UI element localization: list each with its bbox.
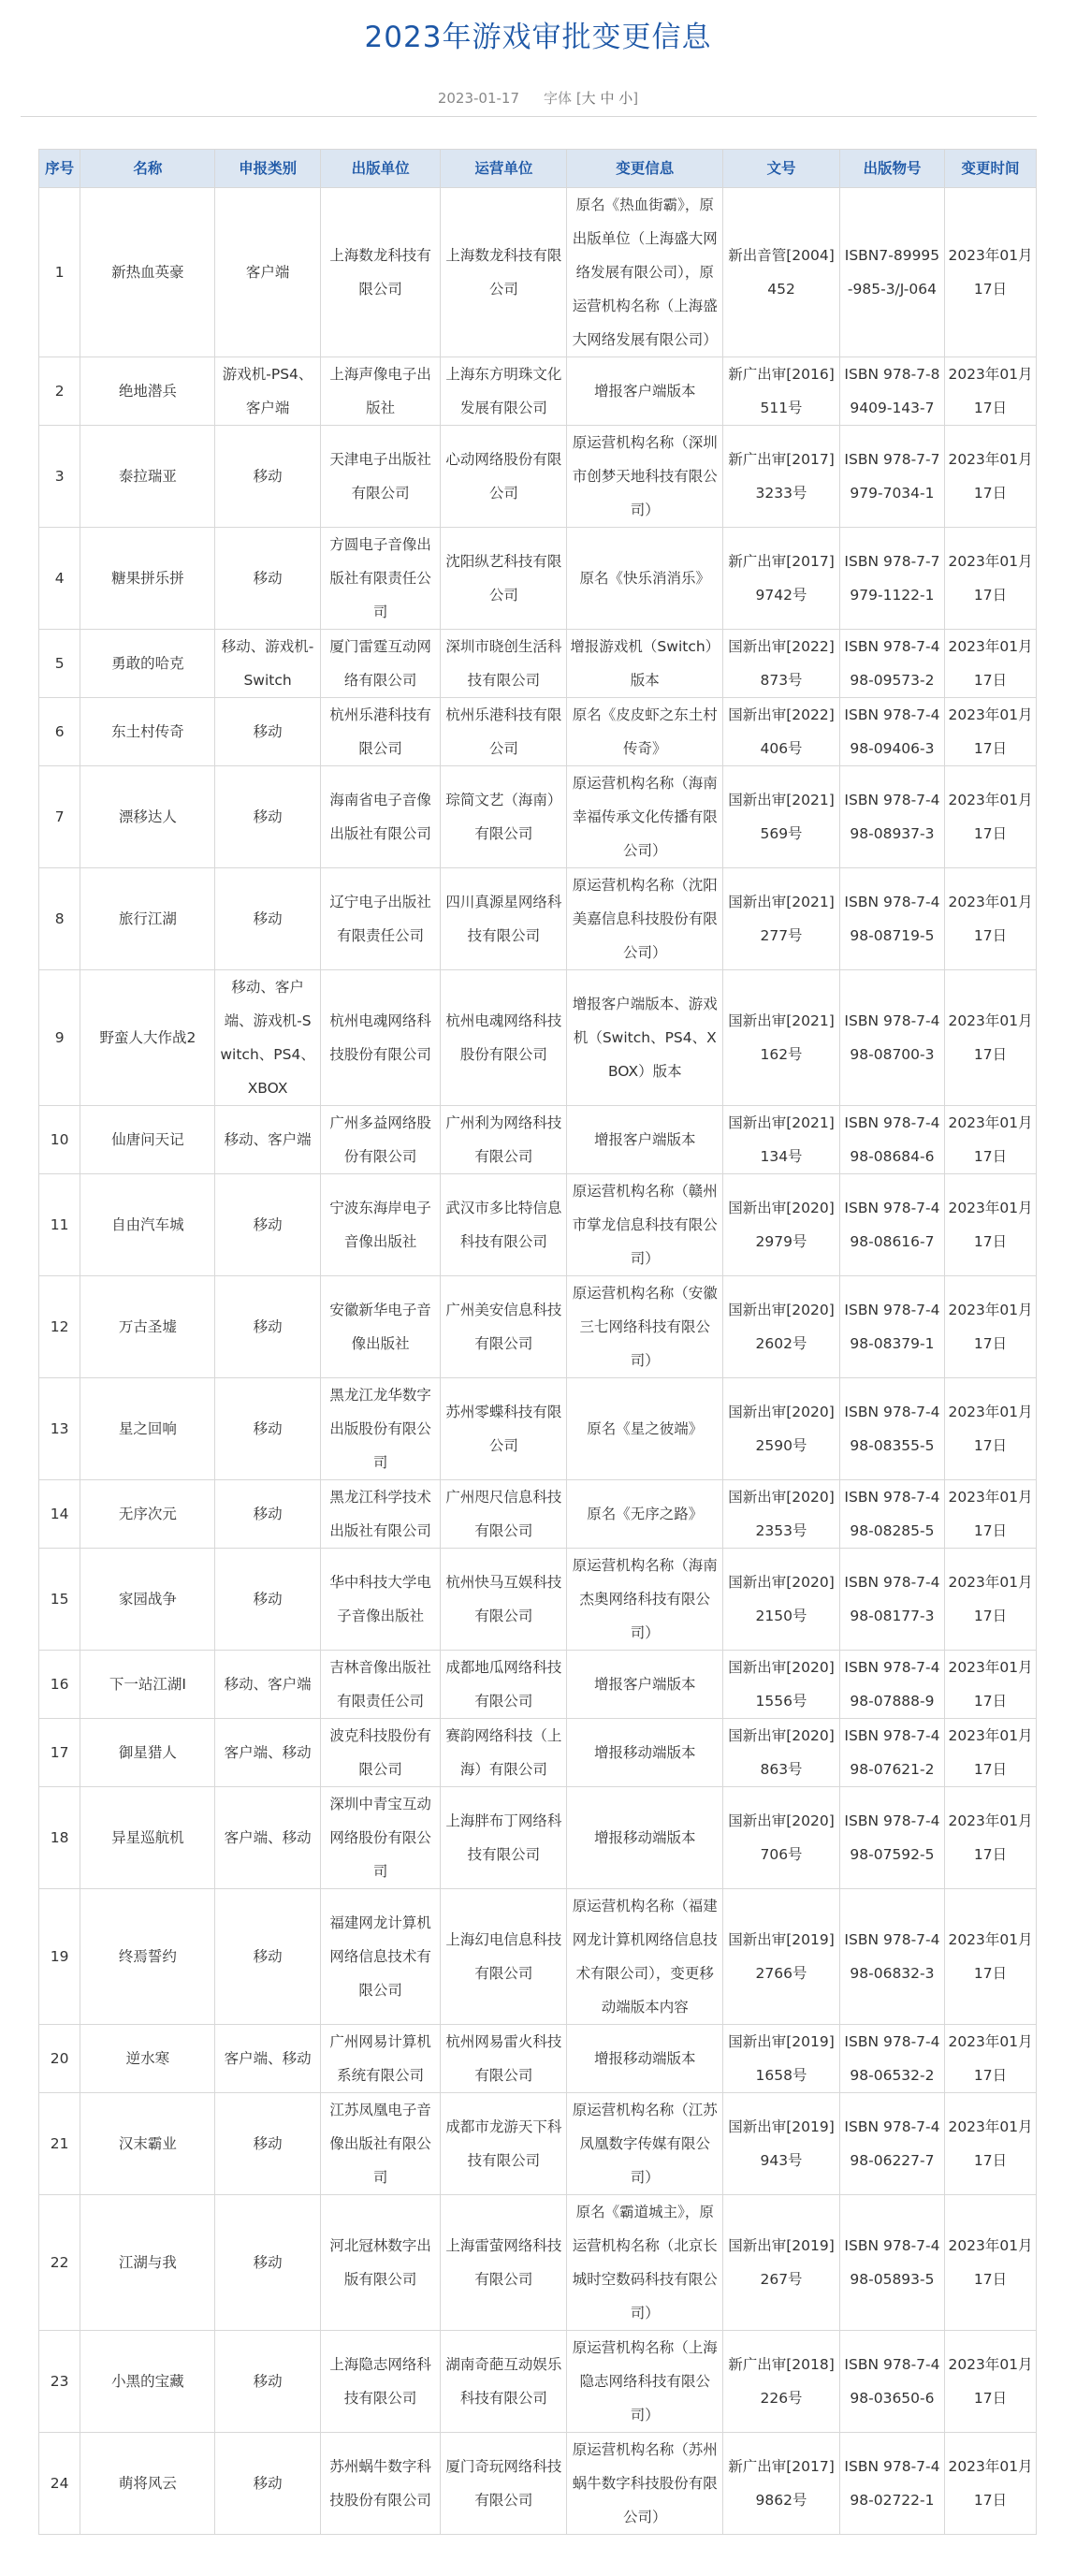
- table-cell: 原运营机构名称（海南幸福传承文化传播有限公司）: [567, 766, 723, 868]
- table-cell: 河北冠林数字出版有限公司: [320, 2195, 441, 2331]
- table-cell: 沈阳纵艺科技有限公司: [441, 528, 567, 630]
- table-cell: 2023年01月17日: [945, 426, 1037, 528]
- table-cell: 增报游戏机（Switch）版本: [567, 630, 723, 698]
- table-row: [39, 970, 1037, 1106]
- table-cell: 客户端、移动: [215, 1787, 320, 1889]
- table-cell: 华中科技大学电子音像出版社: [320, 1549, 441, 1651]
- table-cell: 10: [39, 1106, 80, 1174]
- table-cell: 广州美安信息科技有限公司: [441, 1276, 567, 1378]
- column-header: 文号: [723, 150, 840, 188]
- table-cell: 2023年01月17日: [945, 1276, 1037, 1378]
- table-cell: 厦门奇玩网络科技有限公司: [441, 2433, 567, 2535]
- table-cell: 国新出审[2020]706号: [723, 1787, 840, 1889]
- column-header: 出版单位: [320, 150, 441, 188]
- table-row: [39, 1719, 1037, 1787]
- table-cell: ISBN 978-7-498-08285-5: [839, 1480, 944, 1549]
- table-cell: 上海幻电信息科技有限公司: [441, 1889, 567, 2025]
- table-cell: 24: [39, 2433, 80, 2535]
- table-cell: 2023年01月17日: [945, 1174, 1037, 1276]
- table-cell: 江苏凤凰电子音像出版社有限公司: [320, 2093, 441, 2195]
- table-cell: 方圆电子音像出版社有限责任公司: [320, 528, 441, 630]
- column-header: 变更信息: [567, 150, 723, 188]
- table-cell: 增报移动端版本: [567, 1787, 723, 1889]
- table-row: [39, 357, 1037, 426]
- table-cell: 国新出审[2020]2979号: [723, 1174, 840, 1276]
- table-cell: ISBN 978-7-498-06227-7: [839, 2093, 944, 2195]
- table-cell: 萌将风云: [80, 2433, 215, 2535]
- table-cell: 终焉誓约: [80, 1889, 215, 2025]
- table-row: [39, 868, 1037, 970]
- table-row: [39, 2093, 1037, 2195]
- table-cell: 2023年01月17日: [945, 970, 1037, 1106]
- table-cell: ISBN 978-7-498-08177-3: [839, 1549, 944, 1651]
- table-cell: ISBN 978-7-498-09406-3: [839, 698, 944, 766]
- table-cell: 国新出审[2021]277号: [723, 868, 840, 970]
- font-size-large-button[interactable]: 大: [581, 90, 596, 107]
- table-cell: 下一站江湖Ⅰ: [80, 1651, 215, 1719]
- column-header: 出版物号: [839, 150, 944, 188]
- article-meta: 2023-01-17 字体 [大 中 小]: [437, 90, 639, 107]
- table-cell: 18: [39, 1787, 80, 1889]
- table-cell: 上海胖布丁网络科技有限公司: [441, 1787, 567, 1889]
- table-cell: 武汉市多比特信息科技有限公司: [441, 1174, 567, 1276]
- table-row: [39, 2331, 1037, 2433]
- table-cell: 2023年01月17日: [945, 1787, 1037, 1889]
- table-cell: 杭州网易雷火科技有限公司: [441, 2025, 567, 2093]
- column-header: 名称: [80, 150, 215, 188]
- table-cell: 新广出审[2017]9742号: [723, 528, 840, 630]
- table-row: [39, 1787, 1037, 1889]
- table-cell: 国新出审[2021]162号: [723, 970, 840, 1106]
- table-cell: 苏州零蝶科技有限公司: [441, 1378, 567, 1480]
- table-cell: 原运营机构名称（苏州蜗牛数字科技股份有限公司）: [567, 2433, 723, 2535]
- table-cell: 移动: [215, 766, 320, 868]
- table-cell: 移动: [215, 528, 320, 630]
- table-cell: 万古圣墟: [80, 1276, 215, 1378]
- table-cell: 3: [39, 426, 80, 528]
- table-cell: 11: [39, 1174, 80, 1276]
- divider: [21, 116, 1037, 117]
- table-cell: 原名《星之彼端》: [567, 1378, 723, 1480]
- table-cell: 野蛮人大作战2: [80, 970, 215, 1106]
- column-header: 运营单位: [441, 150, 567, 188]
- table-cell: 国新出审[2019]267号: [723, 2195, 840, 2331]
- table-cell: ISBN 978-7-498-07592-5: [839, 1787, 944, 1889]
- table-row: [39, 2195, 1037, 2331]
- table-cell: 2023年01月17日: [945, 2195, 1037, 2331]
- table-cell: 辽宁电子出版社有限责任公司: [320, 868, 441, 970]
- table-cell: 旅行江湖: [80, 868, 215, 970]
- table-cell: 原名《霸道城主》，原运营机构名称（北京长城时空数码科技有限公司）: [567, 2195, 723, 2331]
- table-row: [39, 2025, 1037, 2093]
- table-cell: 国新出审[2020]2150号: [723, 1549, 840, 1651]
- table-cell: 国新出审[2019]943号: [723, 2093, 840, 2195]
- table-cell: 增报移动端版本: [567, 2025, 723, 2093]
- publish-date: 2023-01-17: [437, 90, 520, 107]
- table-cell: 2023年01月17日: [945, 1651, 1037, 1719]
- table-cell: 湖南奇葩互动娱乐科技有限公司: [441, 2331, 567, 2433]
- table-cell: 国新出审[2020]1556号: [723, 1651, 840, 1719]
- table-cell: 移动: [215, 1276, 320, 1378]
- table-row: [39, 426, 1037, 528]
- table-cell: 12: [39, 1276, 80, 1378]
- font-size-small-button[interactable]: 小: [618, 90, 633, 107]
- column-header: 变更时间: [945, 150, 1037, 188]
- table-cell: ISBN 978-7-7979-1122-1: [839, 528, 944, 630]
- table-cell: 增报客户端版本: [567, 1651, 723, 1719]
- table-cell: 2023年01月17日: [945, 868, 1037, 970]
- table-cell: 吉林音像出版社有限责任公司: [320, 1651, 441, 1719]
- table-cell: 15: [39, 1549, 80, 1651]
- font-size-label: 字体: [544, 90, 573, 107]
- table-cell: ISBN 978-7-498-03650-6: [839, 2331, 944, 2433]
- table-cell: 糖果拼乐拼: [80, 528, 215, 630]
- table-cell: 心动网络股份有限公司: [441, 426, 567, 528]
- table-cell: ISBN 978-7-498-09573-2: [839, 630, 944, 698]
- table-cell: 原运营机构名称（安徽三七网络科技有限公司）: [567, 1276, 723, 1378]
- table-cell: 杭州电魂网络科技股份有限公司: [320, 970, 441, 1106]
- table-cell: 移动、游戏机-Switch: [215, 630, 320, 698]
- table-row: [39, 528, 1037, 630]
- table-cell: ISBN 978-7-498-02722-1: [839, 2433, 944, 2535]
- table-row: [39, 1276, 1037, 1378]
- table-cell: ISBN 978-7-498-07621-2: [839, 1719, 944, 1787]
- table-cell: 移动: [215, 1549, 320, 1651]
- table-cell: 移动: [215, 868, 320, 970]
- approval-change-table: [38, 149, 1037, 2535]
- table-cell: ISBN 978-7-498-07888-9: [839, 1651, 944, 1719]
- table-cell: 上海声像电子出版社: [320, 357, 441, 426]
- table-cell: ISBN 978-7-498-08616-7: [839, 1174, 944, 1276]
- table-cell: ISBN 978-7-498-08379-1: [839, 1276, 944, 1378]
- table-cell: 国新出审[2020]2353号: [723, 1480, 840, 1549]
- table-cell: 原运营机构名称（海南杰奥网络科技有限公司）: [567, 1549, 723, 1651]
- table-cell: 移动: [215, 1480, 320, 1549]
- column-header: 序号: [39, 150, 80, 188]
- table-header-row: [39, 150, 1037, 188]
- table-cell: 增报客户端版本: [567, 1106, 723, 1174]
- table-cell: 国新出审[2019]1658号: [723, 2025, 840, 2093]
- table-cell: 6: [39, 698, 80, 766]
- table-cell: 深圳中青宝互动网络股份有限公司: [320, 1787, 441, 1889]
- table-cell: 国新出审[2021]134号: [723, 1106, 840, 1174]
- table-cell: 7: [39, 766, 80, 868]
- table-cell: 安徽新华电子音像出版社: [320, 1276, 441, 1378]
- table-cell: 家园战争: [80, 1549, 215, 1651]
- table-cell: 新广出审[2016]511号: [723, 357, 840, 426]
- table-cell: 上海数龙科技有限公司: [441, 188, 567, 357]
- table-cell: 国新出审[2020]863号: [723, 1719, 840, 1787]
- table-cell: 1: [39, 188, 80, 357]
- table-row: [39, 630, 1037, 698]
- table-cell: 杭州乐港科技有限公司: [320, 698, 441, 766]
- table-cell: 移动、客户端: [215, 1106, 320, 1174]
- table-cell: 海南省电子音像出版社有限公司: [320, 766, 441, 868]
- table-cell: 2023年01月17日: [945, 1549, 1037, 1651]
- table-cell: 杭州乐港科技有限公司: [441, 698, 567, 766]
- table-cell: 移动: [215, 2433, 320, 2535]
- table-cell: 新广出审[2017]9862号: [723, 2433, 840, 2535]
- table-cell: 移动: [215, 1174, 320, 1276]
- font-size-medium-button[interactable]: 中: [600, 90, 615, 107]
- table-cell: ISBN 978-7-498-05893-5: [839, 2195, 944, 2331]
- table-cell: 20: [39, 2025, 80, 2093]
- table-cell: 国新出审[2021]569号: [723, 766, 840, 868]
- table-cell: 赛韵网络科技（上海）有限公司: [441, 1719, 567, 1787]
- table-cell: 勇敢的哈克: [80, 630, 215, 698]
- table-cell: 星之回响: [80, 1378, 215, 1480]
- table-cell: 2023年01月17日: [945, 1889, 1037, 2025]
- table-cell: 杭州电魂网络科技股份有限公司: [441, 970, 567, 1106]
- table-cell: 深圳市晓创生活科技有限公司: [441, 630, 567, 698]
- table-cell: 原运营机构名称（上海隐志网络科技有限公司）: [567, 2331, 723, 2433]
- table-cell: 小黑的宝藏: [80, 2331, 215, 2433]
- table-cell: 原名《快乐消消乐》: [567, 528, 723, 630]
- table-cell: 国新出审[2022]873号: [723, 630, 840, 698]
- table-cell: ISBN 978-7-498-08937-3: [839, 766, 944, 868]
- table-cell: 23: [39, 2331, 80, 2433]
- table-row: [39, 1378, 1037, 1480]
- table-cell: 广州利为网络科技有限公司: [441, 1106, 567, 1174]
- table-cell: 广州咫尺信息科技有限公司: [441, 1480, 567, 1549]
- table-cell: 17: [39, 1719, 80, 1787]
- table-body: [39, 188, 1037, 2535]
- table-cell: 上海隐志网络科技有限公司: [320, 2331, 441, 2433]
- table-cell: 黑龙江科学技术出版社有限公司: [320, 1480, 441, 1549]
- table-cell: 漂移达人: [80, 766, 215, 868]
- table-cell: 四川真源星网络科技有限公司: [441, 868, 567, 970]
- table-row: [39, 1651, 1037, 1719]
- table-cell: 福建网龙计算机网络信息技术有限公司: [320, 1889, 441, 2025]
- table-cell: 客户端、移动: [215, 2025, 320, 2093]
- table-cell: ISBN7-89995-985-3/J-064: [839, 188, 944, 357]
- table-cell: 2023年01月17日: [945, 1719, 1037, 1787]
- table-cell: 东土村传奇: [80, 698, 215, 766]
- table-cell: 绝地潜兵: [80, 357, 215, 426]
- table-cell: ISBN 978-7-498-08719-5: [839, 868, 944, 970]
- table-row: [39, 766, 1037, 868]
- table-cell: 增报移动端版本: [567, 1719, 723, 1787]
- table-cell: ISBN 978-7-498-08355-5: [839, 1378, 944, 1480]
- table-cell: 9: [39, 970, 80, 1106]
- table-row: [39, 1480, 1037, 1549]
- table-cell: 客户端: [215, 188, 320, 357]
- table-cell: 4: [39, 528, 80, 630]
- table-cell: 上海雷萤网络科技有限公司: [441, 2195, 567, 2331]
- table-cell: 2023年01月17日: [945, 2093, 1037, 2195]
- table-cell: 移动、客户端: [215, 1651, 320, 1719]
- table-cell: 8: [39, 868, 80, 970]
- table-cell: 成都市龙游天下科技有限公司: [441, 2093, 567, 2195]
- table-cell: 自由汽车城: [80, 1174, 215, 1276]
- table-cell: 成都地瓜网络科技有限公司: [441, 1651, 567, 1719]
- table-cell: 新出音管[2004]452: [723, 188, 840, 357]
- table-cell: 移动: [215, 426, 320, 528]
- table-cell: 无序次元: [80, 1480, 215, 1549]
- table-cell: 2023年01月17日: [945, 1378, 1037, 1480]
- table-cell: 移动: [215, 2093, 320, 2195]
- table-cell: 移动: [215, 1378, 320, 1480]
- table-cell: 国新出审[2020]2602号: [723, 1276, 840, 1378]
- table-cell: 2023年01月17日: [945, 1480, 1037, 1549]
- table-row: [39, 188, 1037, 357]
- table-cell: 原运营机构名称（沈阳美嘉信息科技股份有限公司）: [567, 868, 723, 970]
- table-cell: 移动: [215, 2195, 320, 2331]
- table-row: [39, 1174, 1037, 1276]
- table-cell: 16: [39, 1651, 80, 1719]
- table-cell: 上海数龙科技有限公司: [320, 188, 441, 357]
- table-cell: 移动: [215, 698, 320, 766]
- table-cell: 国新出审[2019]2766号: [723, 1889, 840, 2025]
- table-cell: 苏州蜗牛数字科技股份有限公司: [320, 2433, 441, 2535]
- table-cell: 原运营机构名称（赣州市掌龙信息科技有限公司）: [567, 1174, 723, 1276]
- table-cell: ISBN 978-7-89409-143-7: [839, 357, 944, 426]
- table-cell: 天津电子出版社有限公司: [320, 426, 441, 528]
- table-cell: 杭州快马互娱科技有限公司: [441, 1549, 567, 1651]
- table-cell: 新广出审[2017]3233号: [723, 426, 840, 528]
- table-cell: 原名《无序之路》: [567, 1480, 723, 1549]
- table-cell: 原运营机构名称（江苏凤凰数字传媒有限公司）: [567, 2093, 723, 2195]
- table-cell: 2023年01月17日: [945, 698, 1037, 766]
- table-cell: 2023年01月17日: [945, 357, 1037, 426]
- table-cell: 新广出审[2018]226号: [723, 2331, 840, 2433]
- table-cell: 增报客户端版本: [567, 357, 723, 426]
- table-cell: 异星巡航机: [80, 1787, 215, 1889]
- table-cell: 2023年01月17日: [945, 188, 1037, 357]
- table-cell: 22: [39, 2195, 80, 2331]
- table-cell: 原名《热血街霸》，原出版单位（上海盛大网络发展有限公司），原运营机构名称（上海盛大网络发展有限公司）: [567, 188, 723, 357]
- page-title: 2023年游戏审批变更信息: [364, 21, 712, 54]
- table-cell: 增报客户端版本、游戏机（Switch、PS4、XBOX）版本: [567, 970, 723, 1106]
- table-cell: ISBN 978-7-498-08700-3: [839, 970, 944, 1106]
- table-cell: ISBN 978-7-498-06832-3: [839, 1889, 944, 2025]
- table-cell: 国新出审[2022]406号: [723, 698, 840, 766]
- table-cell: 移动: [215, 2331, 320, 2433]
- table-cell: 国新出审[2020]2590号: [723, 1378, 840, 1480]
- table-cell: 泰拉瑞亚: [80, 426, 215, 528]
- table-cell: 5: [39, 630, 80, 698]
- table-row: [39, 1889, 1037, 2025]
- table-cell: 广州网易计算机系统有限公司: [320, 2025, 441, 2093]
- table-cell: 汉末霸业: [80, 2093, 215, 2195]
- table-cell: 宁波东海岸电子音像出版社: [320, 1174, 441, 1276]
- table-cell: 19: [39, 1889, 80, 2025]
- table-cell: 江湖与我: [80, 2195, 215, 2331]
- table-cell: 原运营机构名称（福建网龙计算机网络信息技术有限公司），变更移动端版本内容: [567, 1889, 723, 2025]
- table-cell: 新热血英豪: [80, 188, 215, 357]
- table-cell: 上海东方明珠文化发展有限公司: [441, 357, 567, 426]
- table-cell: 2023年01月17日: [945, 528, 1037, 630]
- table-cell: 2023年01月17日: [945, 630, 1037, 698]
- table-row: [39, 698, 1037, 766]
- table-cell: 客户端、移动: [215, 1719, 320, 1787]
- table-cell: 2023年01月17日: [945, 2025, 1037, 2093]
- table-cell: 逆水寒: [80, 2025, 215, 2093]
- table-cell: 21: [39, 2093, 80, 2195]
- table-cell: 广州多益网络股份有限公司: [320, 1106, 441, 1174]
- table-cell: 御星猎人: [80, 1719, 215, 1787]
- table-cell: 2023年01月17日: [945, 766, 1037, 868]
- table-cell: 原名《皮皮虾之东土村传奇》: [567, 698, 723, 766]
- table-cell: 移动、客户端、游戏机-Switch、PS4、XBOX: [215, 970, 320, 1106]
- table-cell: ISBN 978-7-7979-7034-1: [839, 426, 944, 528]
- table-cell: 仙唐问天记: [80, 1106, 215, 1174]
- table-cell: ISBN 978-7-498-06532-2: [839, 2025, 944, 2093]
- table-row: [39, 2433, 1037, 2535]
- table-cell: 厦门雷霆互动网络有限公司: [320, 630, 441, 698]
- table-cell: 原运营机构名称（深圳市创梦天地科技有限公司）: [567, 426, 723, 528]
- table-cell: 移动: [215, 1889, 320, 2025]
- table-cell: 2: [39, 357, 80, 426]
- table-cell: 2023年01月17日: [945, 1106, 1037, 1174]
- table-cell: 琮简文艺（海南）有限公司: [441, 766, 567, 868]
- table-cell: 黑龙江龙华数字出版股份有限公司: [320, 1378, 441, 1480]
- table-cell: 2023年01月17日: [945, 2433, 1037, 2535]
- column-header: 申报类别: [215, 150, 320, 188]
- table-row: [39, 1106, 1037, 1174]
- table-cell: 14: [39, 1480, 80, 1549]
- table-cell: 2023年01月17日: [945, 2331, 1037, 2433]
- table-row: [39, 1549, 1037, 1651]
- table-cell: 13: [39, 1378, 80, 1480]
- table-cell: ISBN 978-7-498-08684-6: [839, 1106, 944, 1174]
- table-cell: 游戏机-PS4、客户端: [215, 357, 320, 426]
- table-cell: 波克科技股份有限公司: [320, 1719, 441, 1787]
